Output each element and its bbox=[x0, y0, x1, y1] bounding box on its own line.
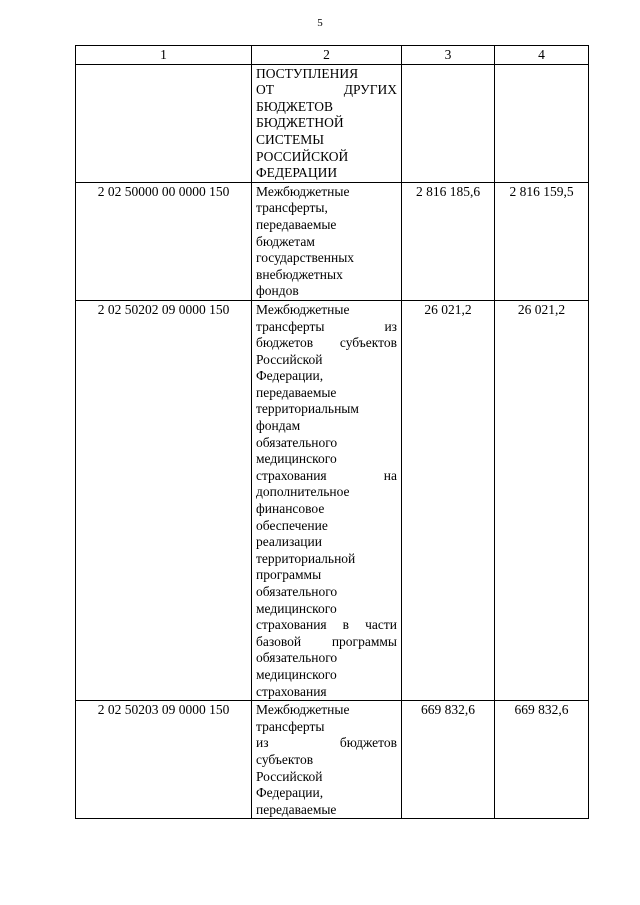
name-line bbox=[256, 352, 397, 369]
name-word: обязательного bbox=[256, 434, 338, 450]
income-name-cell bbox=[252, 701, 402, 819]
name-line bbox=[256, 518, 397, 535]
name-line bbox=[256, 617, 397, 634]
name-word: на bbox=[383, 467, 397, 483]
name-line bbox=[256, 234, 397, 251]
name-word: передаваемые bbox=[256, 216, 337, 232]
name-word: субъектов bbox=[256, 751, 314, 767]
name-line bbox=[256, 752, 397, 769]
name-word: государственных bbox=[256, 250, 355, 266]
name-word: дополнительное bbox=[256, 484, 350, 500]
column-header-4: 4 bbox=[495, 46, 589, 65]
name-word: ФЕДЕРАЦИИ bbox=[256, 165, 338, 181]
name-word: бюджетов bbox=[256, 335, 314, 351]
income-name-cell bbox=[252, 64, 402, 182]
name-word: Федерации, bbox=[256, 785, 324, 801]
name-word: страхования bbox=[256, 467, 327, 483]
name-word: РОССИЙСКОЙ bbox=[256, 148, 349, 164]
amount-cell-col4 bbox=[495, 64, 589, 182]
name-line bbox=[256, 451, 397, 468]
name-line bbox=[256, 385, 397, 402]
name-word: ОТ bbox=[256, 82, 274, 98]
amount-cell-col3: 2 816 185,6 bbox=[402, 182, 495, 300]
page-number: 5 bbox=[317, 17, 323, 29]
name-word: БЮДЖЕТОВ bbox=[256, 98, 333, 114]
name-word: финансовое bbox=[256, 501, 325, 517]
name-line bbox=[256, 82, 397, 99]
name-line bbox=[256, 217, 397, 234]
name-word: бюджетам bbox=[256, 233, 315, 249]
name-word: Федерации, bbox=[256, 368, 324, 384]
name-line bbox=[256, 484, 397, 501]
name-line bbox=[256, 501, 397, 518]
column-header-3: 3 bbox=[402, 46, 495, 65]
amount-cell-col3: 26 021,2 bbox=[402, 300, 495, 700]
table-row bbox=[76, 64, 589, 182]
name-word: ДРУГИХ bbox=[343, 82, 397, 98]
name-word: бюджетов bbox=[339, 735, 397, 751]
name-line bbox=[256, 302, 397, 319]
name-line bbox=[256, 283, 397, 300]
name-word: внебюджетных bbox=[256, 266, 343, 282]
name-word: части bbox=[365, 617, 397, 633]
table-row bbox=[76, 300, 589, 700]
budget-code-cell bbox=[76, 64, 252, 182]
name-word: Российской bbox=[256, 351, 323, 367]
table-body bbox=[76, 64, 589, 819]
name-line bbox=[256, 250, 397, 267]
name-line bbox=[256, 785, 397, 802]
name-word: передаваемые bbox=[256, 801, 337, 817]
budget-table bbox=[75, 45, 589, 819]
amount-cell-col4: 2 816 159,5 bbox=[495, 182, 589, 300]
name-word: в bbox=[342, 617, 350, 633]
name-word: медицинского bbox=[256, 600, 337, 616]
budget-code-cell: 2 02 50000 00 0000 150 bbox=[76, 182, 252, 300]
name-word: реализации bbox=[256, 534, 322, 550]
name-word: обязательного bbox=[256, 650, 338, 666]
column-header-2: 2 bbox=[252, 46, 402, 65]
name-word: страхования bbox=[256, 617, 327, 633]
name-line bbox=[256, 802, 397, 819]
name-word: фондам bbox=[256, 418, 301, 434]
name-line bbox=[256, 667, 397, 684]
name-line bbox=[256, 401, 397, 418]
name-line bbox=[256, 684, 397, 701]
name-line bbox=[256, 66, 397, 83]
name-word: Межбюджетные bbox=[256, 183, 350, 199]
amount-cell-col4: 669 832,6 bbox=[495, 701, 589, 819]
name-line bbox=[256, 319, 397, 336]
table-header-row bbox=[76, 46, 589, 65]
name-word: из bbox=[384, 318, 397, 334]
name-line bbox=[256, 132, 397, 149]
column-header-1: 1 bbox=[76, 46, 252, 65]
name-line bbox=[256, 149, 397, 166]
name-word: страхования bbox=[256, 683, 327, 699]
amount-cell-col4: 26 021,2 bbox=[495, 300, 589, 700]
name-word: базовой bbox=[256, 633, 302, 649]
name-line bbox=[256, 165, 397, 182]
name-line bbox=[256, 551, 397, 568]
name-word: ПОСТУПЛЕНИЯ bbox=[256, 65, 359, 81]
name-line bbox=[256, 601, 397, 618]
name-word: фондов bbox=[256, 283, 299, 299]
amount-cell-col3: 669 832,6 bbox=[402, 701, 495, 819]
name-line bbox=[256, 115, 397, 132]
name-word: программы bbox=[256, 567, 322, 583]
name-line bbox=[256, 267, 397, 284]
name-line bbox=[256, 468, 397, 485]
name-line bbox=[256, 769, 397, 786]
name-line bbox=[256, 418, 397, 435]
name-word: СИСТЕМЫ bbox=[256, 131, 325, 147]
name-line bbox=[256, 567, 397, 584]
name-line bbox=[256, 634, 397, 651]
name-word: трансферты bbox=[256, 718, 325, 734]
name-line bbox=[256, 99, 397, 116]
name-line bbox=[256, 650, 397, 667]
name-word: трансферты, bbox=[256, 200, 328, 216]
name-line bbox=[256, 735, 397, 752]
name-word: Межбюджетные bbox=[256, 702, 350, 718]
name-word: территориальной bbox=[256, 550, 356, 566]
name-line bbox=[256, 184, 397, 201]
name-word: территориальным bbox=[256, 401, 359, 417]
name-line bbox=[256, 584, 397, 601]
name-word: Российской bbox=[256, 768, 323, 784]
name-line bbox=[256, 435, 397, 452]
name-word: из bbox=[256, 735, 269, 751]
table-row bbox=[76, 182, 589, 300]
name-word: программы bbox=[331, 633, 397, 649]
budget-code-cell: 2 02 50202 09 0000 150 bbox=[76, 300, 252, 700]
name-word: трансферты bbox=[256, 318, 325, 334]
budget-code-cell: 2 02 50203 09 0000 150 bbox=[76, 701, 252, 819]
name-line bbox=[256, 200, 397, 217]
table-row bbox=[76, 701, 589, 819]
name-word: БЮДЖЕТНОЙ bbox=[256, 115, 344, 131]
name-line bbox=[256, 335, 397, 352]
name-word: субъектов bbox=[339, 335, 397, 351]
name-line bbox=[256, 719, 397, 736]
name-word: обеспечение bbox=[256, 517, 328, 533]
name-line bbox=[256, 702, 397, 719]
name-word: медицинского bbox=[256, 451, 337, 467]
name-line bbox=[256, 368, 397, 385]
name-word: Межбюджетные bbox=[256, 301, 350, 317]
income-name-cell bbox=[252, 182, 402, 300]
amount-cell-col3 bbox=[402, 64, 495, 182]
name-line bbox=[256, 534, 397, 551]
name-word: обязательного bbox=[256, 584, 338, 599]
income-name-cell bbox=[252, 300, 402, 700]
name-word: передаваемые bbox=[256, 384, 337, 400]
name-word: медицинского bbox=[256, 666, 337, 682]
